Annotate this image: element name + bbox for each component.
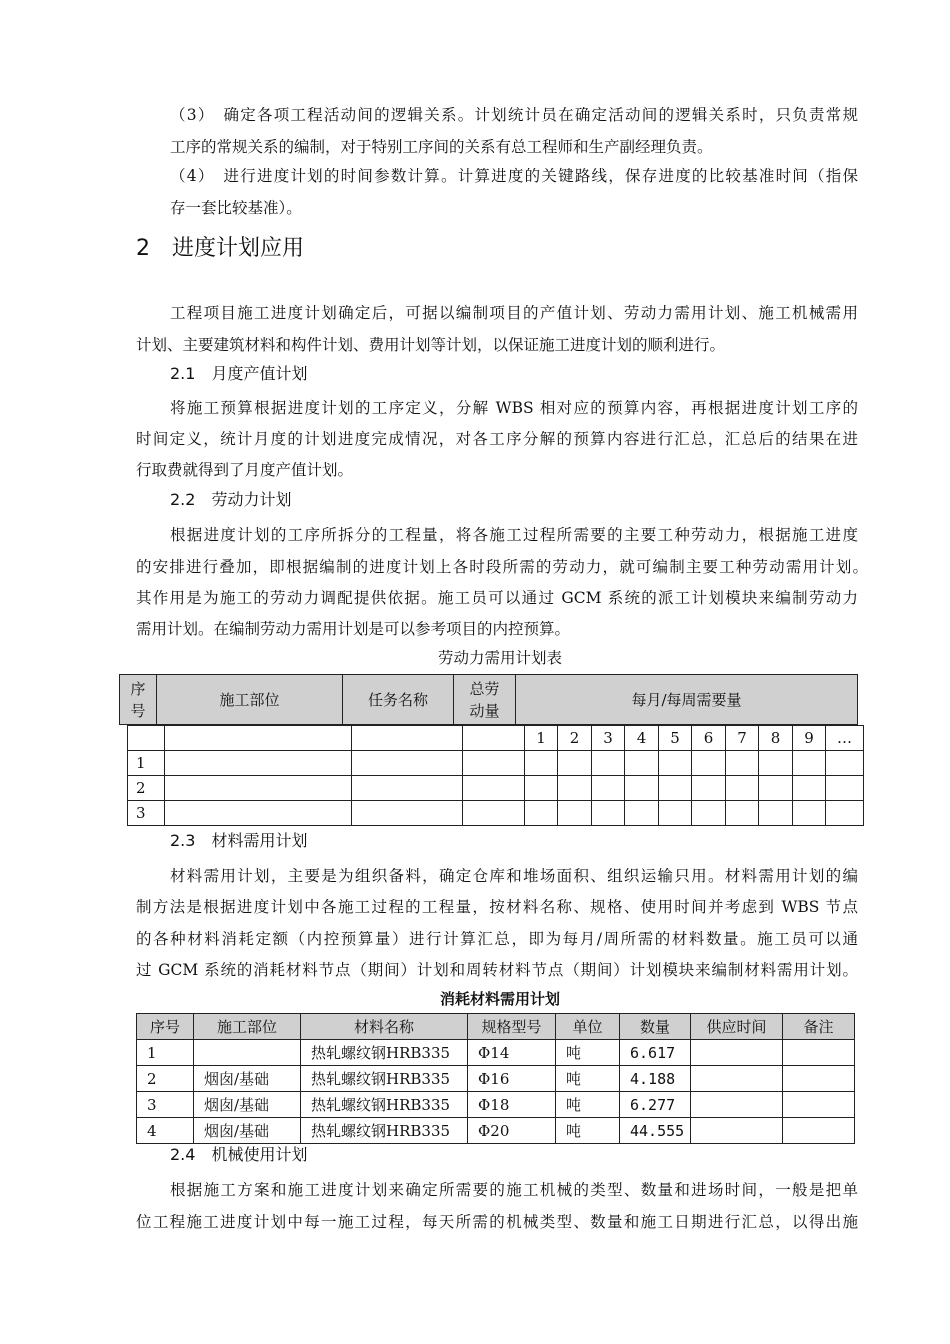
section-2-2-heading: 2.2 劳动力计划 <box>170 490 292 509</box>
cell-part: 烟囱/基础 <box>194 1066 301 1092</box>
col-material: 材料名称 <box>301 1014 468 1040</box>
blank-cell <box>463 726 525 751</box>
blank-cell <box>165 726 352 751</box>
col-remark: 备注 <box>783 1014 855 1040</box>
header-total: 总劳 动量 <box>454 675 516 725</box>
cell-unit: 吨 <box>556 1092 620 1118</box>
s23-line-1: 材料需用计划，主要是为组织备料，确定仓库和堆场面积、组织运输只用。材料需用计划的编 <box>170 867 858 885</box>
cell-unit: 吨 <box>556 1040 620 1066</box>
cell-supply-time <box>691 1066 783 1092</box>
header-seq: 序 号 <box>120 675 157 725</box>
s22-line-2: 的安排进行叠加，即根据编制的进度计划上各时段所需的劳动力，就可编制主要工种劳动需用计划。 <box>136 558 868 576</box>
section-2-heading: 2 进度计划应用 <box>136 236 304 261</box>
cell-remark <box>783 1066 855 1092</box>
s23-line-3: 的各种材料消耗定额（内控预算量）进行计算汇总，即为每月/周所需的材料数量。施工员可以通 <box>136 930 858 948</box>
intro-line-1: 工程项目施工进度计划确定后，可据以编制项目的产值计划、劳动力需用计划、施工机械需用 <box>170 304 858 322</box>
cell-seq: 2 <box>137 1066 194 1092</box>
period-8: 8 <box>759 726 793 751</box>
col-unit: 单位 <box>556 1014 620 1040</box>
section-2-3-heading: 2.3 材料需用计划 <box>170 831 308 850</box>
material-table-caption: 消耗材料需用计划 <box>439 990 560 1008</box>
s23-line-4: 过 GCM 系统的消耗材料节点（期间）计划和周转材料节点（期间）计划模块来编制材料需用计划。 <box>136 961 858 979</box>
cell-supply-time <box>691 1118 783 1144</box>
row-seq: 2 <box>128 776 165 801</box>
period-2: 2 <box>558 726 592 751</box>
paragraph-3-line-2: 工序的常规关系的编制，对于特别工序间的关系有总工程师和生产副经理负责。 <box>170 138 713 156</box>
cell-remark <box>783 1118 855 1144</box>
s21-line-3: 行取费就得到了月度产值计划。 <box>136 461 354 479</box>
cell-material: 热轧螺纹钢HRB335 <box>301 1066 468 1092</box>
paragraph-4-line-2: 存一套比较基准）。 <box>170 199 302 217</box>
period-more: … <box>826 726 864 751</box>
s22-line-3: 其作用是为施工的劳动力调配提供依据。施工员可以通过 GCM 系统的派工计划模块来编制劳动力 <box>136 589 858 607</box>
s24-line-2: 位工程施工进度计划中每一施工过程，每天所需的机械类型、数量和施工日期进行汇总，以得出施 <box>136 1213 858 1231</box>
table-row <box>128 801 864 826</box>
table-row <box>137 1040 855 1066</box>
section-2-1-heading: 2.1 月度产值计划 <box>170 364 308 383</box>
intro-line-2: 计划、主要建筑材料和构件计划、费用计划等计划，以保证施工进度计划的顺利进行。 <box>136 336 726 354</box>
col-seq: 序号 <box>137 1014 194 1040</box>
period-4: 4 <box>625 726 659 751</box>
cell-spec: Φ14 <box>468 1040 556 1066</box>
cell-remark <box>783 1040 855 1066</box>
material-table <box>136 1013 855 1144</box>
row-seq: 3 <box>128 801 165 826</box>
table-row <box>137 1066 855 1092</box>
table-row <box>128 751 864 776</box>
cell-spec: Φ20 <box>468 1118 556 1144</box>
cell-part <box>194 1040 301 1066</box>
period-9: 9 <box>793 726 826 751</box>
s22-line-1: 根据进度计划的工序所拆分的工程量，将各施工过程所需要的主要工种劳动力，根据施工进度 <box>170 526 858 544</box>
period-5: 5 <box>659 726 692 751</box>
period-1: 1 <box>525 726 558 751</box>
cell-seq: 4 <box>137 1118 194 1144</box>
cell-spec: Φ18 <box>468 1092 556 1118</box>
cell-qty: 44.555 <box>620 1118 691 1144</box>
row-seq: 1 <box>128 751 165 776</box>
blank-cell <box>128 726 165 751</box>
period-7: 7 <box>726 726 759 751</box>
s24-line-1: 根据施工方案和施工进度计划来确定所需要的施工机械的类型、数量和进场时间，一般是把单 <box>170 1181 858 1199</box>
table-row <box>137 1092 855 1118</box>
cell-seq: 1 <box>137 1040 194 1066</box>
cell-remark <box>783 1092 855 1118</box>
cell-material: 热轧螺纹钢HRB335 <box>301 1040 468 1066</box>
col-qty: 数量 <box>620 1014 691 1040</box>
section-2-4-heading: 2.4 机械使用计划 <box>170 1145 308 1164</box>
cell-material: 热轧螺纹钢HRB335 <box>301 1092 468 1118</box>
s22-line-4: 需用计划。在编制劳动力需用计划是可以参考项目的内控预算。 <box>136 620 571 638</box>
paragraph-3-line-1: （3） 确定各项工程活动间的逻辑关系。计划统计员在确定活动间的逻辑关系时，只负责常规 <box>170 106 858 124</box>
period-6: 6 <box>692 726 726 751</box>
blank-cell <box>352 726 463 751</box>
labor-table-caption: 劳动力需用计划表 <box>437 649 562 667</box>
s21-line-2: 时间定义，统计月度的计划进度完成情况，对各工序分解的预算内容进行汇总，汇总后的结果在进 <box>136 430 858 448</box>
table-row <box>128 776 864 801</box>
cell-qty: 6.617 <box>620 1040 691 1066</box>
header-part: 施工部位 <box>157 675 343 725</box>
s23-line-2: 制方法是根据进度计划中各施工过程的工程量，按材料名称、规格、使用时间并考虑到 WBS 节点 <box>136 898 858 916</box>
table-row <box>137 1118 855 1144</box>
col-supply-time: 供应时间 <box>691 1014 783 1040</box>
paragraph-4-line-1: （4） 进行进度计划的时间参数计算。计算进度的关键路线，保存进度的比较基准时间（指保 <box>170 167 858 185</box>
col-part: 施工部位 <box>194 1014 301 1040</box>
s21-line-1: 将施工预算根据进度计划的工序定义，分解 WBS 相对应的预算内容，再根据进度计划工序的 <box>170 399 858 417</box>
cell-material: 热轧螺纹钢HRB335 <box>301 1118 468 1144</box>
cell-spec: Φ16 <box>468 1066 556 1092</box>
header-task: 任务名称 <box>343 675 454 725</box>
labor-table-body <box>127 725 864 826</box>
cell-qty: 4.188 <box>620 1066 691 1092</box>
cell-supply-time <box>691 1040 783 1066</box>
cell-seq: 3 <box>137 1092 194 1118</box>
col-spec: 规格型号 <box>468 1014 556 1040</box>
header-period: 每月/每周需要量 <box>516 675 858 725</box>
period-3: 3 <box>592 726 625 751</box>
cell-unit: 吨 <box>556 1066 620 1092</box>
cell-part: 烟囱/基础 <box>194 1118 301 1144</box>
cell-unit: 吨 <box>556 1118 620 1144</box>
cell-qty: 6.277 <box>620 1092 691 1118</box>
labor-table-header <box>119 674 858 725</box>
cell-supply-time <box>691 1092 783 1118</box>
cell-part: 烟囱/基础 <box>194 1092 301 1118</box>
